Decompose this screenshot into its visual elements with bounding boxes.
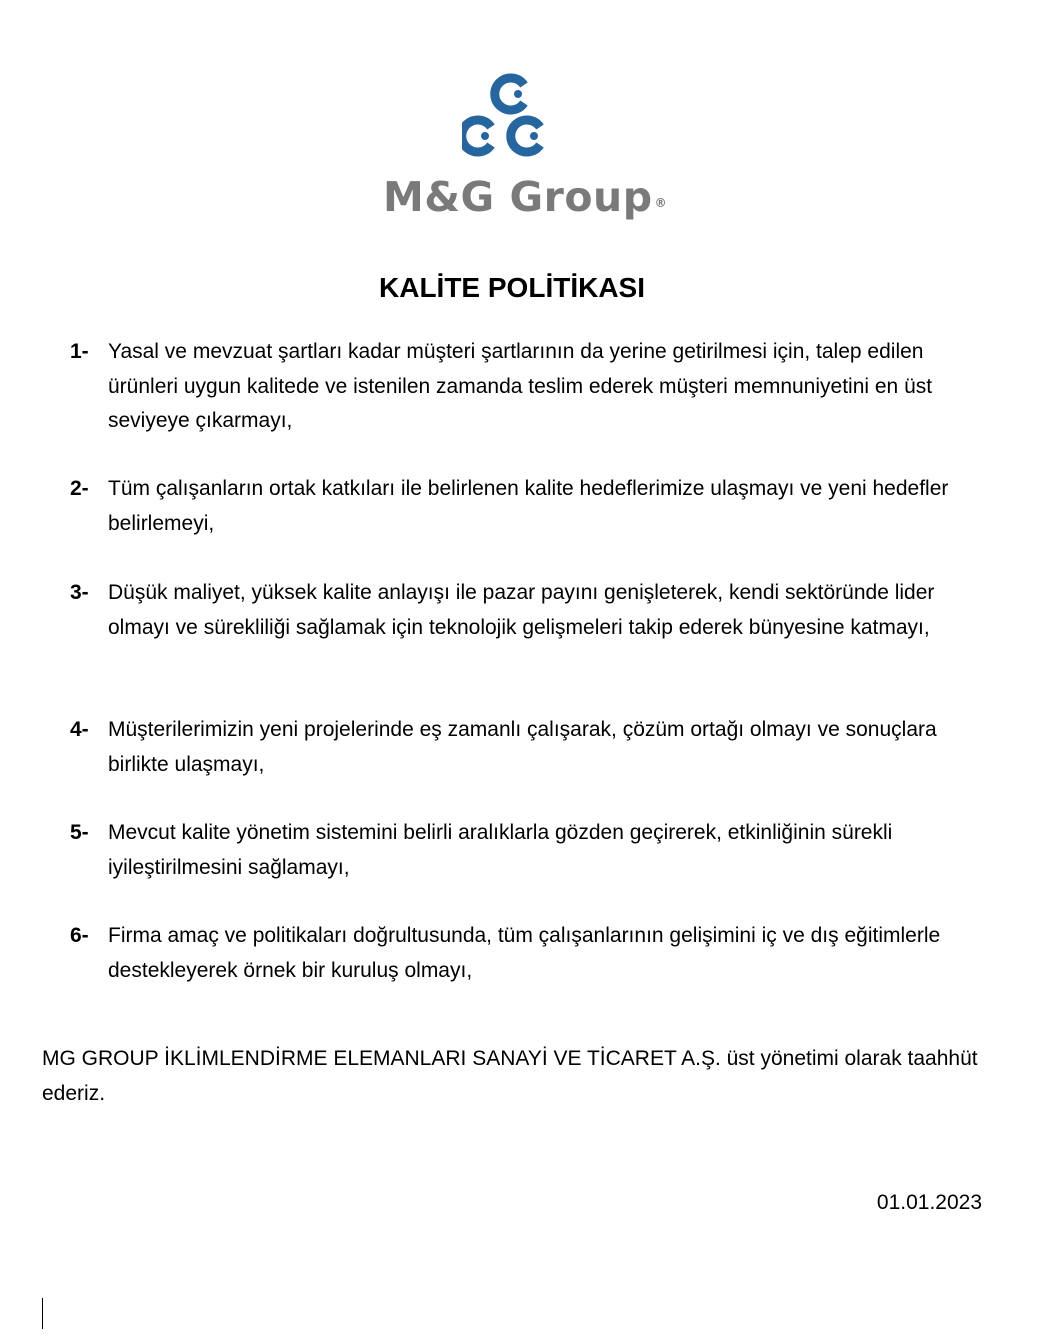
- policy-item-number: 4-: [70, 718, 89, 741]
- policy-item-text: Tüm çalışanların ortak katkıları ile belirlenen kalite hedeflerimize ulaşmayı ve yeni hedefler belirlemeyi,: [108, 477, 949, 535]
- registered-mark: ®: [654, 196, 668, 210]
- policy-item-number: 1-: [70, 340, 89, 363]
- document-date: 01.01.2023: [876, 1191, 982, 1214]
- policy-item-text: Düşük maliyet, yüksek kalite anlayışı ile pazar payını genişleterek, kendi sektöründe lider olmayı ve sürekliliği sağlamak için teknolojik gelişmeleri takip ederek bünyesine katmayı,: [108, 581, 935, 639]
- policy-item-text: Firma amaç ve politikaları doğrultusunda, tüm çalışanlarının gelişimini iç ve dış eğitimlerle destekleyerek örnek bir kuruluş olmayı,: [108, 924, 941, 982]
- logo-wordmark: [383, 172, 668, 222]
- policy-item-number: 5-: [70, 821, 89, 844]
- policy-item-number: 6-: [70, 924, 89, 947]
- three-circles-logo-icon: [462, 72, 562, 168]
- text-cursor: [42, 1298, 43, 1329]
- policy-item-number: 3-: [70, 581, 89, 604]
- management-statement: MG GROUP İKLİMLENDİRME ELEMANLARI SANAYİ VE TİCARET A.Ş. üst yönetimi olarak taahhüt ederiz.: [42, 1047, 978, 1105]
- policy-item-text: Mevcut kalite yönetim sistemini belirli aralıklarla gözden geçirerek, etkinliğinin sürekli iyileştirilmesini sağlamayı,: [108, 821, 893, 879]
- policy-item-text: Müşterilerimizin yeni projelerinde eş zamanlı çalışarak, çözüm ortağı olmayı ve sonuçlara birlikte ulaşmayı,: [108, 718, 937, 776]
- policy-item-number: 2-: [70, 477, 89, 500]
- page-title: KALİTE POLİTİKASI: [379, 272, 645, 303]
- company-logo: [0, 72, 1047, 232]
- policy-item-text: Yasal ve mevzuat şartları kadar müşteri şartlarının da yerine getirilmesi için, talep edilen ürünleri uygun kalitede ve istenilen zamanda teslim ederek müşteri memnuniyetini en üst seviyeye çıkarmayı,: [108, 340, 933, 432]
- logo-name: M&G Group: [383, 173, 653, 221]
